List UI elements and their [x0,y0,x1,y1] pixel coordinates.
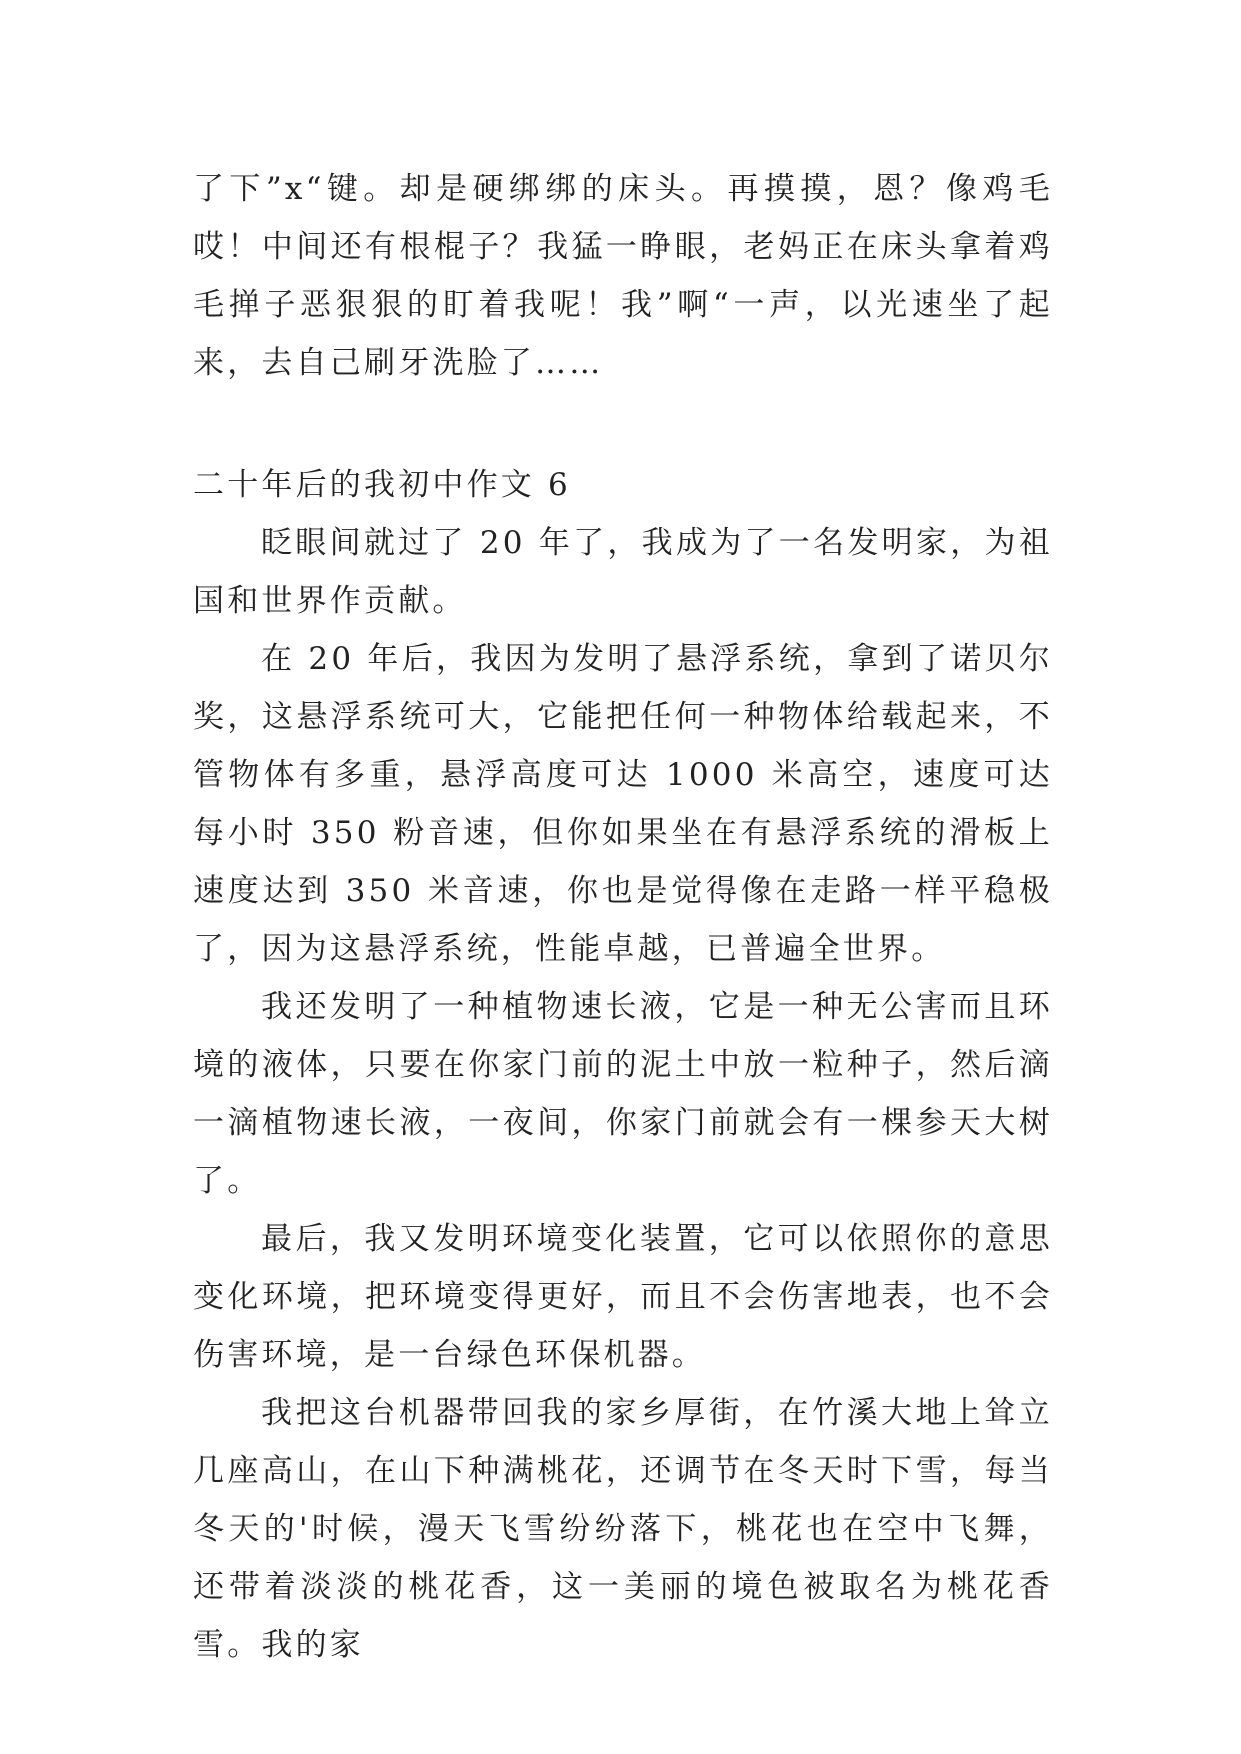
paragraph-gap [193,392,1053,456]
intro-paragraph: 了下”x“键。却是硬绑绑的床头。再摸摸，恩？像鸡毛哎！中间还有根棍子？我猛一睁眼，老妈正在床头拿着鸡毛掸子恶狠狠的盯着我呢！我”啊“一声，以光速坐了起来，去自己刷牙洗脸了…… [193,171,1053,381]
document-body [193,160,1053,1674]
body-paragraph-4: 最后，我又发明环境变化装置，它可以依照你的意思变化环境，把环境变得更好，而且不会伤害地表，也不会伤害环境，是一台绿色环保机器。 [193,1221,1053,1373]
body-paragraph-2: 在 20 年后，我因为发明了悬浮系统，拿到了诺贝尔奖，这悬浮系统可大，它能把任何一种物体给载起来，不管物体有多重，悬浮高度可达 1000 米高空，速度可达每小时 350 粉音速，但你如果坐在有悬浮系统的滑板上速度达到 350 米音速，你也是觉得像在走路一样平稳极了，因为这悬浮系统，性能卓越，已普遍全世界。 [193,641,1053,967]
body-paragraph-3: 我还发明了一种植物速长液，它是一种无公害而且环境的液体，只要在你家门前的泥土中放一粒种子，然后滴一滴植物速长液，一夜间，你家门前就会有一棵参天大树了。 [193,989,1053,1199]
body-paragraph-5: 我把这台机器带回我的家乡厚街，在竹溪大地上耸立几座高山，在山下种满桃花，还调节在冬天时下雪，每当冬天的'时候，漫天飞雪纷纷落下，桃花也在空中飞舞，还带着淡淡的桃花香，这一美丽的境色被取名为桃花香雪。我的家 [193,1395,1053,1663]
body-paragraph-1: 眨眼间就过了 20 年了，我成为了一名发明家，为祖国和世界作贡献。 [193,525,1053,619]
section-title: 二十年后的我初中作文 6 [193,467,571,503]
